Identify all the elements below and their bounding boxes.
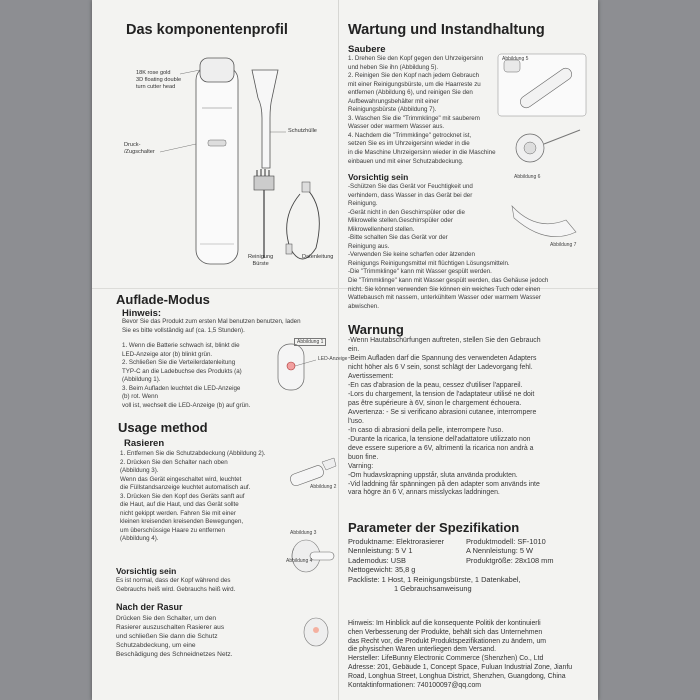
charge-mode-title: Auflade-Modus [116,292,210,307]
spec-table [348,537,592,594]
cable-label: Datenleitung [302,254,334,260]
spec-product-size: Produktgröße: 28x108 mm [466,555,554,565]
maintenance-title: Wartung und Instandhaltung [348,22,545,38]
spec-title: Parameter der Spezifikation [348,520,520,535]
after-shave-text: Drücken Sie den Schalter, um den Rasierer auszuschalten Rasierer aus und schließen Sie dann die Schutz Schutzabdeckung, um eine Beschädigung des Schneidnetzes Netz. [116,615,233,659]
figure-7-label: Abbildung 7 [550,242,577,248]
notice-text: Hinweis: Im Hinblick auf die konsequente Politik der kontinuierli chen Verbesserung der Produkte, behält sich das Unternehmen das Recht vor, die Produkt Produktspezifikationen zu ändern, um die physischen Waren unterliegen dem Versand. Hersteller: LifeBunny Electronic Commerce (Shenzhen) Co., Ltd Adresse: 201, Gebäude 1, Concept Space, Fuluan Industrial Zone, Jianfu Road, Longhua Street, Longhua District, Shenzhen, Guangdong, China Kontaktinformationen: 740100097@qq.com [348,620,592,691]
warning-title: Warnung [348,322,404,337]
after-shave-title: Nach der Rasur [116,602,183,612]
brush-label: Reinigung Bürste [248,254,274,267]
usage-title: Usage method [118,420,208,435]
figure-3-label: Abbildung 3 [290,530,317,536]
spec-charge-mode: Lademodus: USB [348,555,406,565]
shaving-steps: 1. Entfernen Sie die Schutzabdeckung (Abbildung 2). 2. Drücken Sie den Schalter nach oben (Abbildung 3). Wenn das Gerät eingeschaltet wird, leuchtet die Füllstandsanzeige leuchtet automatisch auf. 3. Drücken Sie den Kopf des Geräts sanft auf die Haut, auf die Haut, und das Gerät sollte nicht gekippt werden. Fahren Sie mit einer kleinen kreisenden kreisenden Bewegungen, um überschüssige Haare zu entfernen (Abbildung 4). [120,450,266,543]
spec-net-weight: Nettogewicht: 35,8 g [348,565,416,575]
contact: Kontaktinformationen: 740100097@qq.com [348,681,482,689]
figure-after-shave [296,612,336,652]
shaving-title: Rasieren [124,438,165,449]
spec-rated-power: A Nennleistung: 5 W [466,546,533,556]
right-caution-title: Vorsichtig sein [348,172,409,182]
figure-5-label: Abbildung 5 [502,56,529,62]
figure-6 [504,124,584,174]
figure-2-label: Abbildung 2 [310,484,337,490]
figure-1-label: Abbildung 1 [294,338,326,346]
clean-steps: 1. Drehen Sie den Kopf gegen den Uhrzeigersinn und heben Sie ihn (Abbildung 5). 2. Reinigen Sie den Kopf nach jedem Gebrauch mit einer Reinigungsbürste, um die Haarreste zu entfernen (Abbildung 6), und reinigen Sie den Aufbewahrungsbehälter mit einer Reinigungsbürste (Abbildung 7). 3. Waschen Sie die "Trimmklinge" mit sauberem Wasser oder warmem Wasser aus. 4. Nachdem die "Trimmklinge" getrocknet ist, setzen Sie es im Uhrzeigersinn wieder in die in die Maschine Uhrzeigersinn wieder in die Maschine einbauen und mit einer Schutzabdeckung. [348,55,496,165]
figure-4-label: Abbildung 4 [286,558,313,564]
address-line-1: Adresse: 201, Gebäude 1, Concept Space, Fuluan Industrial Zone, Jianfu [348,664,573,672]
spec-rated-input: Nennleistung: 5 V 1 [348,546,413,556]
spec-product-model: Produktmodell: SF-1010 [466,537,546,546]
clean-title: Saubere [348,44,386,55]
manufacturer: Hersteller: LifeBunny Electronic Commerce (Shenzhen) Co., Ltd [348,655,544,663]
charge-steps: 1. Wenn die Batterie schwach ist, blinkt die LED-Anzeige ator (b) blinkt grün. 2. Schließen Sie die Verteilerdatenleitung TYP-C an die Ladebuchse des Produkts (a) (Abbildung 1). 3. Beim Aufladen leuchtet die LED-Anzeige (b) rot. Wenn voll ist, wechselt die LED-Anzeige (b) auf grün. [122,342,251,409]
figure-1 [276,340,336,400]
component-profile-title: Das komponentenprofil [126,22,288,38]
left-column [110,0,348,700]
warning-text: -Wenn Hautabschürfungen auftreten, stellen Sie den Gebrauch ein. -Beim Aufladen darf die Spannung des verwendeten Adapters nicht höher als 6 V sein, sonst schlägt der Ladevorgang fehl. Avertissement: -En cas d'abrasion de la peau, cessez d'utiliser l'appareil. -Lors du chargement, la tension de l'adaptateur utilisé ne doit pas être supérieure à 6V, sinon le chargement échouera. Avvertenza: - Se si verificano abrasioni cutanee, interrompere l'uso. -In caso di abrasioni della pelle, interrompere l'uso. -Durante la ricarica, la tensione dell'adattatore utilizzato non deve essere superiore a 6V, altrimenti la ricarica non andrà a buon fine. Varning: -Om hudavskrapning uppstår, sluta använda produkten. -Vid laddning får spänningen på den adapter som används inte vara högre än 6 V, annars misslyckas laddningen. [348,337,541,497]
hint-title: Hinweis: [122,308,162,319]
spec-packing-list-cont: 1 Gebrauchsanweisung [394,584,472,594]
address-line-2: Road, Longhua Street, Longhua District, Shenzhen, Guangdong, China [348,672,566,680]
right-column [346,0,594,700]
instruction-sheet [92,0,598,700]
right-caution-text: -Schützen Sie das Gerät vor Feuchtigkeit und verhindern, dass Wasser in das Gerät bei der Reinigung. -Gerät nicht in den Geschirrspüler oder die Mikrowelle stellen.Geschirrspüler oder Mikrowellenherd stellen. -Bitte schalten Sie das Gerät vor der Reinigung aus. -Verwenden Sie keine scharfen oder ätzenden Reinigungs Reinigungsmittel mit flüchtigen Lösungsmitteln. -Die "Trimmklinge" kann mit Wasser gespült werden. Die "Trimmklinge" kann mit Wasser gespült werden, das Gehäuse jedoch nicht. Sie können verwenden Sie können ein weiches Tuch oder einen Wattebausch mit nassem, unterkühltem Wasser oder warmem Wasser abwischen. [348,183,549,310]
left-caution-title: Vorsichtig sein [116,566,177,576]
switch-label: Druck- /Zugschalter [124,142,155,155]
figure-6-label: Abbildung 6 [514,174,541,180]
hint-text: Bevor Sie das Produkt zum ersten Mal benutzen benutzen, laden Sie es bitte vollständig auf (ca. 1,5 Stunden). [122,318,301,334]
spec-packing-list: Packliste: 1 Host, 1 Reinigungsbürste, 1 Datenkabel, [348,574,521,584]
cutter-head-label: 18K rose gold 3D floating double turn cutter head [136,70,182,90]
left-caution-text: Es ist normal, dass der Kopf während des Gebrauchs heiß wird. Gebrauchs heiß wird. [116,577,236,593]
spec-product-name: Produktname: Elektrorasierer [348,537,445,546]
figure-4 [280,534,340,578]
led-label: LED-Anzeige [318,356,348,362]
cap-label: Schutzhülle [288,128,317,134]
